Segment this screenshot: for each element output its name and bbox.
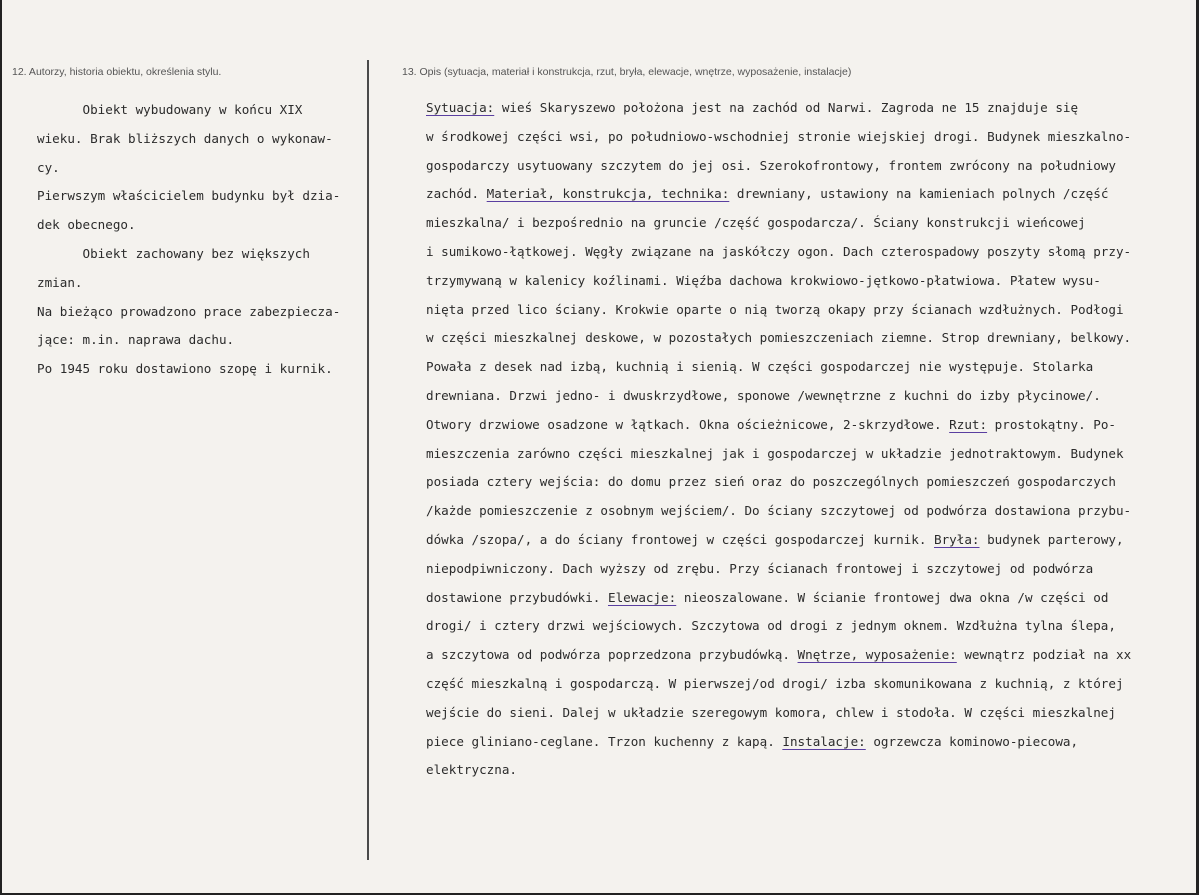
description-line — [426, 94, 1131, 123]
description-line — [426, 555, 1131, 584]
description-text: Powała z desek nad izbą, kuchnią i sienią. W części gospodarczej nie występuje. Stolarka — [426, 359, 1094, 375]
description-text: dostawione przybudówki. — [426, 589, 608, 605]
section-13-heading: 13. Opis (sytuacja, materiał i konstrukcja, rzut, bryła, elewacje, wnętrze, wyposażenie, instalacje) — [402, 66, 852, 78]
description-text: prostokątny. Po- — [987, 416, 1116, 432]
description-column — [426, 94, 1131, 785]
description-text: część mieszkalną i gospodarczą. W pierwszej/od drogi/ izba skomunikowana z kuchnią, z której — [426, 675, 1124, 691]
history-line: Obiekt zachowany bez większych — [37, 245, 310, 261]
description-line — [426, 641, 1131, 670]
description-text: budynek parterowy, — [979, 531, 1124, 547]
description-line — [426, 411, 1131, 440]
description-line — [426, 612, 1131, 641]
description-line — [426, 209, 1131, 238]
history-column — [37, 96, 340, 384]
description-text: nieoszalowane. W ścianie frontowej dwa okna /w części od — [676, 589, 1109, 605]
section-keyword: Wnętrze, wyposażenie: — [797, 647, 957, 663]
description-line — [426, 699, 1131, 728]
section-keyword: Sytuacja: — [426, 100, 495, 115]
description-text: a szczytowa od podwórza poprzedzona przybudówką. — [426, 647, 798, 663]
section-keyword: Materiał, konstrukcja, technika: — [486, 186, 730, 202]
description-text: wewnątrz podział na xx — [956, 647, 1132, 663]
description-line — [426, 468, 1131, 497]
section-keyword: Bryła: — [934, 531, 980, 547]
history-line: Pierwszym właścicielem budynku był dzia- — [37, 188, 341, 204]
history-line: wieku. Brak bliższych danych o wykonaw- — [37, 130, 333, 146]
description-text: drogi/ i cztery drzwi wejściowych. Szczytowa od drogi z jednym oknem. Wzdłużna tylna ślepa, — [426, 618, 1116, 634]
section-keyword: Instalacje: — [782, 733, 866, 749]
history-line: Po 1945 roku dostawiono szopę i kurnik. — [37, 361, 333, 377]
description-text: /każde pomieszczenie z osobnym wejściem/. Do ściany szczytowej od podwórza dostawiona przybu- — [426, 503, 1132, 519]
description-text: nięta przed lico ściany. Krokwie oparte o nią tworzą okapy przy ścianach wzdłużnych. Podłogi — [426, 301, 1124, 317]
description-text: Otwory drzwiowe osadzone w łątkach. Okna ościeżnicowe, 2-skrzydłowe. — [426, 416, 950, 432]
history-line: cy. — [37, 159, 60, 175]
description-line — [426, 670, 1131, 699]
description-text: posiada cztery wejścia: do domu przez sień oraz do poszczególnych pomieszczeń gospodarczych — [426, 474, 1116, 490]
description-line — [426, 123, 1131, 152]
description-line — [426, 180, 1131, 209]
description-text: zachód. — [426, 186, 487, 202]
description-line — [426, 296, 1131, 325]
description-line — [426, 526, 1131, 555]
description-line — [426, 353, 1131, 382]
description-line — [426, 497, 1131, 526]
description-text: drewniany, ustawiony na kamieniach polnych /część — [729, 186, 1109, 202]
page-edge-left — [0, 0, 2, 895]
history-line: zmian. — [37, 274, 83, 290]
description-text: wieś Skaryszewo położona jest na zachód od Narwi. Zagroda ne 15 znajduje się — [494, 100, 1079, 115]
description-text: w środkowej części wsi, po południowo-wschodniej stronie wiejskiej drogi. Budynek mieszkalno- — [426, 128, 1132, 144]
section-keyword: Elewacje: — [607, 589, 677, 605]
history-line: Na bieżąco prowadzono prace zabezpiecza- — [37, 303, 341, 319]
section-keyword: Rzut: — [949, 416, 988, 432]
history-line: Obiekt wybudowany w końcu XIX — [37, 102, 303, 117]
description-text: niepodpiwniczony. Dach wyższy od zrębu. Przy ścianach frontowej i szczytowej od podwórza — [426, 560, 1094, 576]
description-line — [426, 382, 1131, 411]
description-line — [426, 584, 1131, 613]
description-line — [426, 238, 1131, 267]
description-text: elektryczna. — [426, 762, 517, 778]
description-line — [426, 152, 1131, 181]
description-line — [426, 440, 1131, 469]
description-text: wejście do sieni. Dalej w układzie szeregowym komora, chlew i stodoła. W części mieszkalnej — [426, 704, 1116, 720]
description-text: piece gliniano-ceglane. Trzon kuchenny z kapą. — [426, 733, 783, 749]
description-text: mieszkalna/ i bezpośrednio na gruncie /część gospodarcza/. Ściany konstrukcji wieńcowej — [426, 215, 1086, 231]
description-text: ogrzewcza kominowo-piecowa, — [865, 733, 1079, 749]
description-text: dówka /szopa/, a do ściany frontowej w części gospodarczej kurnik. — [426, 531, 934, 547]
description-text: i sumikowo-łątkowej. Węgły związane na jaskółczy ogon. Dach czterospadowy poszyty słomą przy- — [426, 243, 1132, 259]
description-line — [426, 324, 1131, 353]
column-divider — [367, 60, 369, 860]
description-text: w części mieszkalnej deskowe, w pozostałych pomieszczeniach ziemne. Strop drewniany, belkowy. — [426, 330, 1132, 346]
description-line — [426, 728, 1131, 757]
description-text: trzymywaną w kalenicy koźlinami. Więźba dachowa krokwiowo-jętkowo-płatwiowa. Płatew wysu- — [426, 272, 1101, 288]
history-line: dek obecnego. — [37, 217, 136, 233]
description-text: mieszczenia zarówno części mieszkalnej jak i gospodarczej w układzie jednotraktowym. Budynek — [426, 445, 1124, 461]
description-text: gospodarczy usytuowany szczytem do jej osi. Szerokofrontowy, frontem zwrócony na południowy — [426, 157, 1116, 173]
history-line: jące: m.in. naprawa dachu. — [37, 332, 235, 348]
description-text: drewniana. Drzwi jedno- i dwuskrzydłowe, sponowe /wewnętrzne z kuchni do izby płycinowe/. — [426, 387, 1101, 403]
description-line — [426, 267, 1131, 296]
section-12-heading: 12. Autorzy, historia obiektu, określenia stylu. — [12, 66, 222, 78]
description-line — [426, 756, 1131, 785]
